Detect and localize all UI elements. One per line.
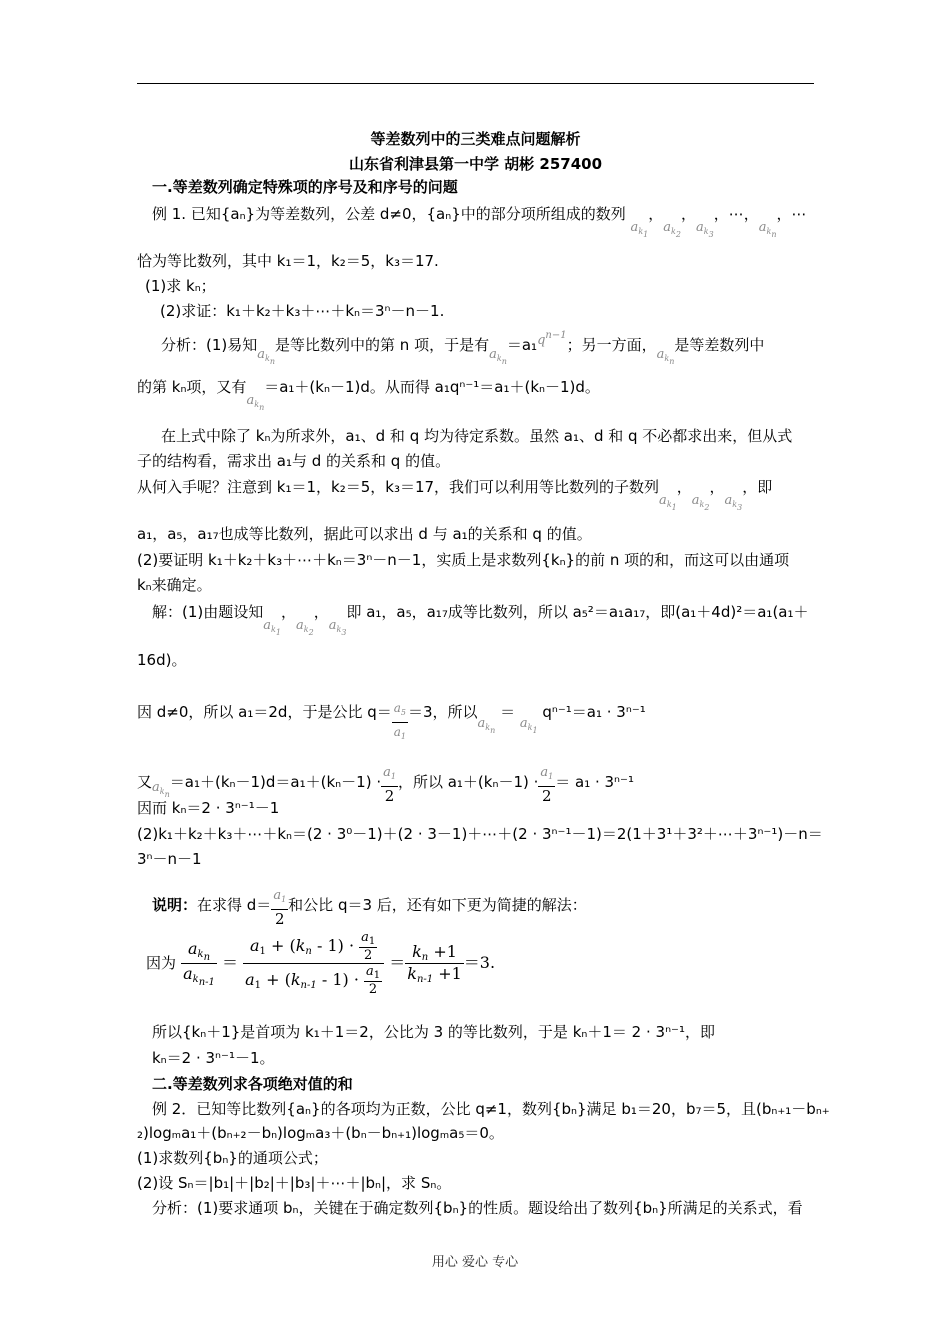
section1-heading: 一.等差数列确定特殊项的序号及和序号的问题 xyxy=(152,178,458,196)
analysis1-line1: 分析：(1)易知$a_{k_n}$是等比数列中的第 n 项，于是有$a_{k_n}=a_1q^{n-1}$；另一方面，$a_{k_n}$是等差数列中 xyxy=(161,330,765,366)
paragraph-4: 从何入手呢？注意到 k₁＝1，k₂＝5，k₃＝17，我们可以利用等比数列的子数列$a_{k_1}$，$a_{k_2}$，$a_{k_3}$，即 xyxy=(137,478,773,512)
analysis1-line2: 的第 kₙ项，又有$a_{k_n}=a_1+(k_n-1)d$。从而得 a₁qⁿ⁻¹＝a₁＋(kₙ－1)d。 xyxy=(137,378,600,412)
paragraph-2: 在上式中除了 kₙ为所求外，a₁、d 和 q 均为待定系数。虽然 a₁、d 和 q 不必都求出来，但从式 xyxy=(161,427,793,445)
conclusion-line2: kₙ＝2 · 3ⁿ⁻¹－1。 xyxy=(152,1049,275,1067)
author-line: 山东省利津县第一中学 胡彬 257400 xyxy=(348,155,603,173)
example2-q1: (1)求数列{bₙ}的通项公式； xyxy=(137,1149,328,1167)
solution6-line: 3ⁿ－n－1 xyxy=(137,850,202,868)
solution5-line: (2)k₁＋k₂＋k₃＋⋯＋kₙ＝(2 · 3⁰－1)＋(2 · 3－1)＋⋯＋(2 · 3ⁿ⁻¹－1)＝2(1＋3¹＋3²＋⋯＋3ⁿ⁻¹)－n＝ xyxy=(137,825,823,843)
paragraph-6: (2)要证明 k₁＋k₂＋k₃＋⋯＋kₙ＝3ⁿ－n－1，实质上是求数列{kₙ}的前 n 项的和，而这可以由通项 xyxy=(137,551,790,569)
paragraph-5: a₁，a₅，a₁₇也成等比数列，据此可以求出 d 与 a₁的关系和 q 的值。 xyxy=(137,525,592,543)
ratio-equation: 因为 $\frac{a_{k_n}}{a_{k_{n-1}}}$ ＝ $a_1 + (k_n - 1)$ · $\frac{a_1}{2}$ $a_1 + (k_{n-1} - 1)$ · $\frac{a_1}{2}$ ＝ $\frac{k_n +1}{k_{n-1} +1}$ ＝3. xyxy=(146,930,496,997)
example1-intro: 例 1. 已知{aₙ}为等差数列，公差 d≠0，{aₙ}中的部分项所组成的数列 $a_{k_1}$，$a_{k_2}$，$a_{k_3}$，⋯，$a_{k_n}$，⋯ xyxy=(152,205,807,239)
example1-q1: (1)求 kₙ； xyxy=(145,277,216,295)
document-title: 等差数列中的三类难点问题解析 xyxy=(370,130,581,148)
solution3-line: 又$a_{k_n}=a_1+(k_n-1)d=a_1+(k_n-1)$ · $\frac{a_1}{2}$ ，所以 a₁＋(kₙ－1) · $\frac{a_1}{2}$ ＝ a₁ · 3ⁿ⁻¹ xyxy=(137,765,634,805)
example1-cont: 恰为等比数列，其中 k₁＝1，k₂＝5，k₃＝17. xyxy=(137,252,439,270)
conclusion-line1: 所以{kₙ＋1}是首项为 k₁＋1＝2，公比为 3 的等比数列，于是 kₙ＋1＝ 2 · 3ⁿ⁻¹，即 xyxy=(152,1023,715,1041)
paragraph-7: kₙ来确定。 xyxy=(137,576,212,594)
header-rule xyxy=(137,83,814,84)
solution2-line: 因 d≠0，所以 a₁＝2d，于是公比 q＝ $\frac{a_5}{a_1}$ ＝3，所以$a_{k_n} = a_{k_1}$ qⁿ⁻¹＝a₁ · 3ⁿ⁻¹ xyxy=(137,701,646,741)
solution4-line: 因而 kₙ＝2 · 3ⁿ⁻¹－1 xyxy=(137,799,280,817)
page-footer: 用心 爱心 专心 xyxy=(431,1255,519,1270)
solution1-line1: 解：(1)由题设知$a_{k_1}$，$a_{k_2}$，$a_{k_3}$即 a₁，a₅，a₁₇成等比数列，所以 a₅²＝a₁a₁₇，即(a₁＋4d)²＝a₁(a₁＋ xyxy=(152,603,809,637)
note-line: 说明：在求得 d＝ $\frac{a_1}{2}$ 和公比 q＝3 后，还有如下更为简捷的解法： xyxy=(152,888,587,928)
paragraph-3: 子的结构看，需求出 a₁与 d 的关系和 q 的值。 xyxy=(137,452,451,470)
example2-line2: ₂)logₘa₁＋(bₙ₊₂－bₙ)logₘa₃＋(bₙ－bₙ₊₁)logₘa₅＝0。 xyxy=(137,1124,504,1142)
analysis2-line: 分析：(1)要求通项 bₙ，关键在于确定数列{bₙ}的性质。题设给出了数列{bₙ}所满足的关系式，看 xyxy=(152,1199,803,1217)
example2-q2: (2)设 Sₙ＝|b₁|＋|b₂|＋|b₃|＋⋯＋|bₙ|，求 Sₙ。 xyxy=(137,1174,452,1192)
example1-q2: (2)求证：k₁＋k₂＋k₃＋⋯＋kₙ＝3ⁿ－n－1. xyxy=(160,302,445,320)
example2-line1: 例 2．已知等比数列{aₙ}的各项均为正数，公比 q≠1，数列{bₙ}满足 b₁＝20，b₇＝5，且(bₙ₊₁－bₙ₊ xyxy=(152,1100,830,1118)
section2-heading: 二.等差数列求各项绝对值的和 xyxy=(152,1075,353,1093)
solution1-line2: 16d)。 xyxy=(137,651,187,669)
